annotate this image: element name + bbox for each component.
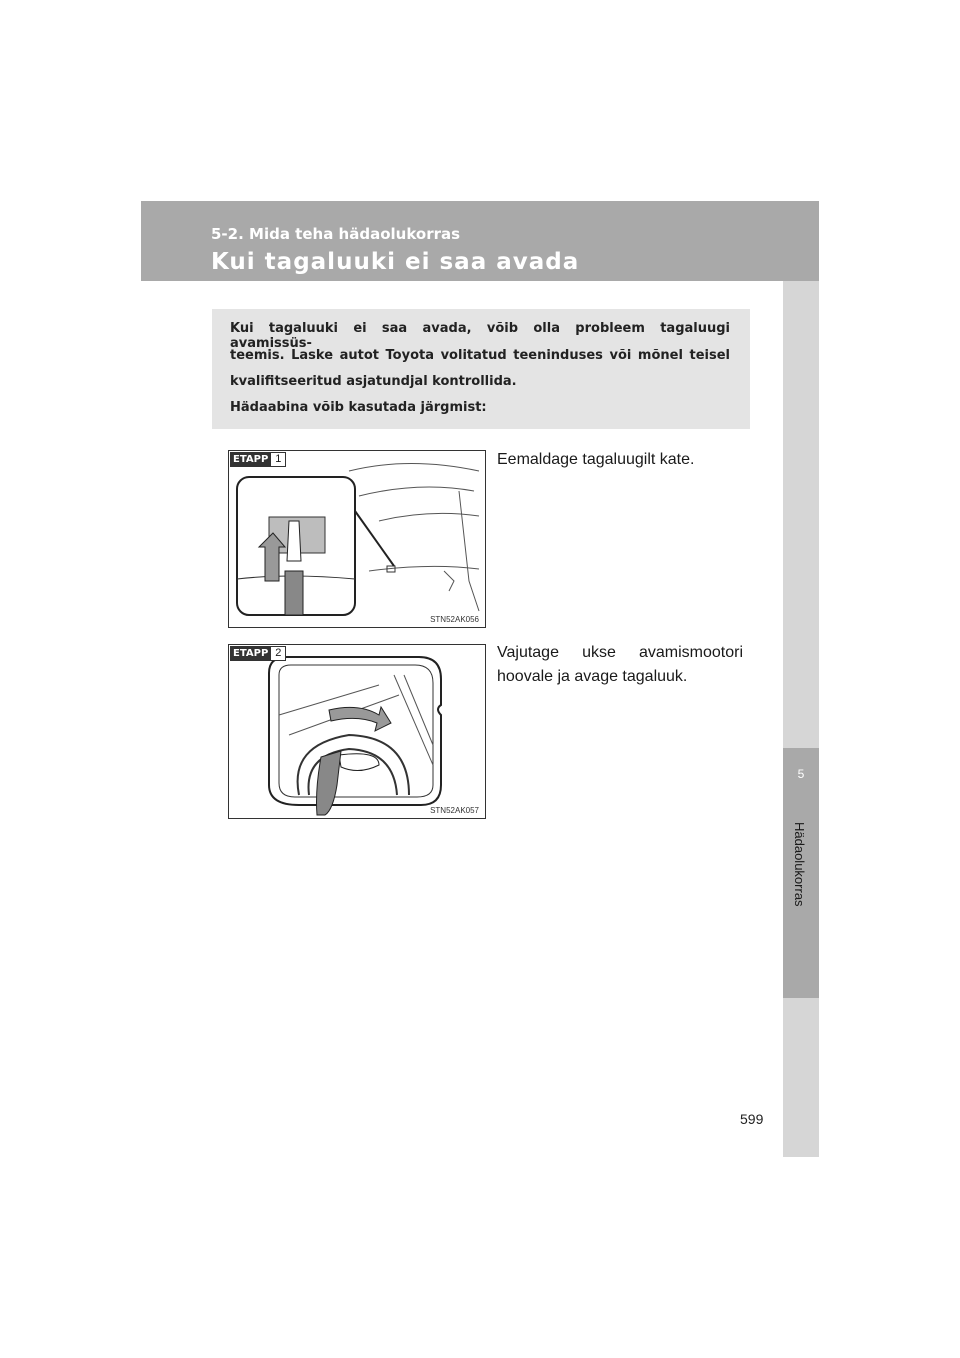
step-badge-word: ETAPP [230,646,271,661]
page-title: Kui tagaluuki ei saa avada [211,249,580,275]
step-badge-number: 1 [271,452,286,467]
step-text-line: Vajutage ukse avamismootori [497,644,743,661]
step-badge-number: 2 [271,646,286,661]
step-2-badge [230,646,286,661]
chapter-title: Hädaolukorras [792,822,807,907]
intro-line: Kui tagaluuki ei saa avada, võib olla probleem tagaluugi avamissüs- [230,321,730,351]
chapter-side-tab [783,281,819,1157]
intro-box [212,309,750,429]
step-text-line: hoovale ja avage tagaluuk. [497,668,688,685]
page-number: 599 [740,1111,764,1127]
figure-code: STN52AK056 [430,615,479,624]
intro-line: Hädaabina võib kasutada järgmist: [230,400,487,415]
step-1-figure [228,450,486,628]
door-opener-lever-illustration [229,645,485,818]
figure-code: STN52AK057 [430,806,479,815]
step-1-badge [230,452,286,467]
intro-line: teemis. Laske autot Toyota volitatud teeninduses või mõnel teisel [230,348,730,363]
chapter-number: 5 [797,767,805,781]
step-2-figure [228,644,486,819]
header-band [141,201,819,281]
step-2-text [497,641,743,689]
section-label: 5-2. Mida teha hädaolukorras [211,225,461,243]
tailgate-cover-illustration [229,451,485,627]
step-badge-word: ETAPP [230,452,271,467]
step-1-text [497,448,743,472]
step-text-line: Eemaldage tagaluugilt kate. [497,451,695,468]
intro-line: kvalifitseeritud asjatundjal kontrollida. [230,374,517,389]
